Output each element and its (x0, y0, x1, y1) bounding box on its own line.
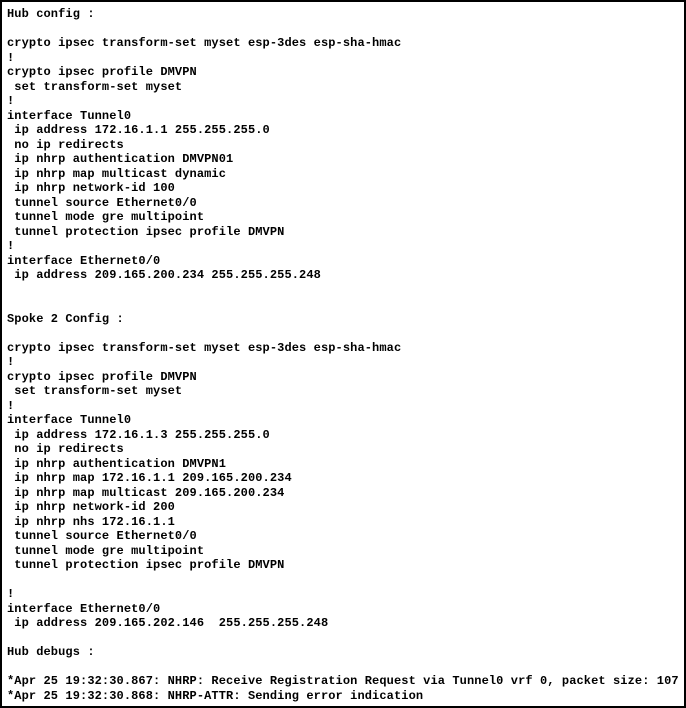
spoke2-config-line: ! (7, 355, 15, 369)
hub-config-line: ! (7, 94, 15, 108)
config-document (7, 7, 680, 703)
spoke2-config-line: ip nhrp map multicast 209.165.200.234 (7, 485, 285, 500)
spoke2-config-line: interface Tunnel0 (7, 413, 132, 427)
hub-config-line: no ip redirects (7, 137, 124, 152)
hub-debugs-line: *Apr 25 19:32:30.868: NHRP-ATTR: Sending error indication (7, 688, 424, 703)
hub-config-line: ! (7, 50, 15, 65)
spoke2-config-line: ip address 172.16.1.3 255.255.255.0 (7, 427, 270, 442)
hub-config-line: ip nhrp map multicast dynamic (7, 166, 227, 181)
hub-config-line: crypto ipsec transform-set myset esp-3des esp-sha-hmac (7, 36, 402, 50)
hub-config-line: interface Tunnel0 (7, 108, 132, 123)
spoke2-config-line: no ip redirects (7, 442, 124, 456)
spoke2-config-line: ! (7, 587, 15, 601)
spoke2-config-line: tunnel mode gre multipoint (7, 543, 205, 558)
spoke2-config-line: ip address 209.165.202.146 255.255.255.248 (7, 616, 329, 630)
spoke2-config-line: ! (7, 398, 15, 413)
hub-debugs-line (7, 660, 680, 675)
spoke2-config-line: interface Ethernet0/0 (7, 601, 161, 616)
spoke2-config-line: set transform-set myset (7, 384, 183, 398)
hub-config-line (7, 283, 680, 298)
hub-config-line: ip address 172.16.1.1 255.255.255.0 (7, 123, 270, 137)
spoke2-config-line: ip nhrp authentication DMVPN1 (7, 456, 227, 471)
spoke2-config-heading: Spoke 2 Config : (7, 311, 124, 326)
hub-config-line (7, 22, 680, 37)
hub-config-heading: Hub config : (7, 7, 95, 21)
hub-config-line: set transform-set myset (7, 79, 183, 94)
spoke2-config-line (7, 573, 680, 588)
spoke2-config-line (7, 326, 680, 341)
hub-config-line: tunnel protection ipsec profile DMVPN (7, 224, 285, 239)
spoke2-config-line: crypto ipsec profile DMVPN (7, 369, 197, 384)
spoke2-config-line: ip nhrp nhs 172.16.1.1 (7, 514, 175, 529)
spoke2-config-line: crypto ipsec transform-set myset esp-3des esp-sha-hmac (7, 340, 402, 355)
hub-config-line: ip nhrp network-id 100 (7, 181, 175, 195)
hub-config-line: interface Ethernet0/0 (7, 253, 161, 268)
spoke2-config-line (7, 631, 680, 646)
hub-config-line: crypto ipsec profile DMVPN (7, 65, 197, 79)
hub-config-line: ip nhrp authentication DMVPN01 (7, 152, 234, 166)
spoke2-config-line: ip nhrp map 172.16.1.1 209.165.200.234 (7, 471, 292, 485)
hub-config-line: ip address 209.165.200.234 255.255.255.248 (7, 268, 321, 282)
hub-config-line: ! (7, 239, 15, 253)
hub-debugs-line: *Apr 25 19:32:30.867: NHRP: Receive Registration Request via Tunnel0 vrf 0, packet size: 107 (7, 674, 679, 688)
spoke2-config-line: ip nhrp network-id 200 (7, 500, 175, 514)
spoke2-config-line: tunnel protection ipsec profile DMVPN (7, 558, 285, 572)
hub-config-line: tunnel source Ethernet0/0 (7, 195, 197, 210)
spoke2-config-line: tunnel source Ethernet0/0 (7, 529, 197, 543)
hub-config-line: tunnel mode gre multipoint (7, 210, 205, 224)
hub-config-line (7, 297, 680, 312)
hub-debugs-heading: Hub debugs : (7, 645, 95, 659)
